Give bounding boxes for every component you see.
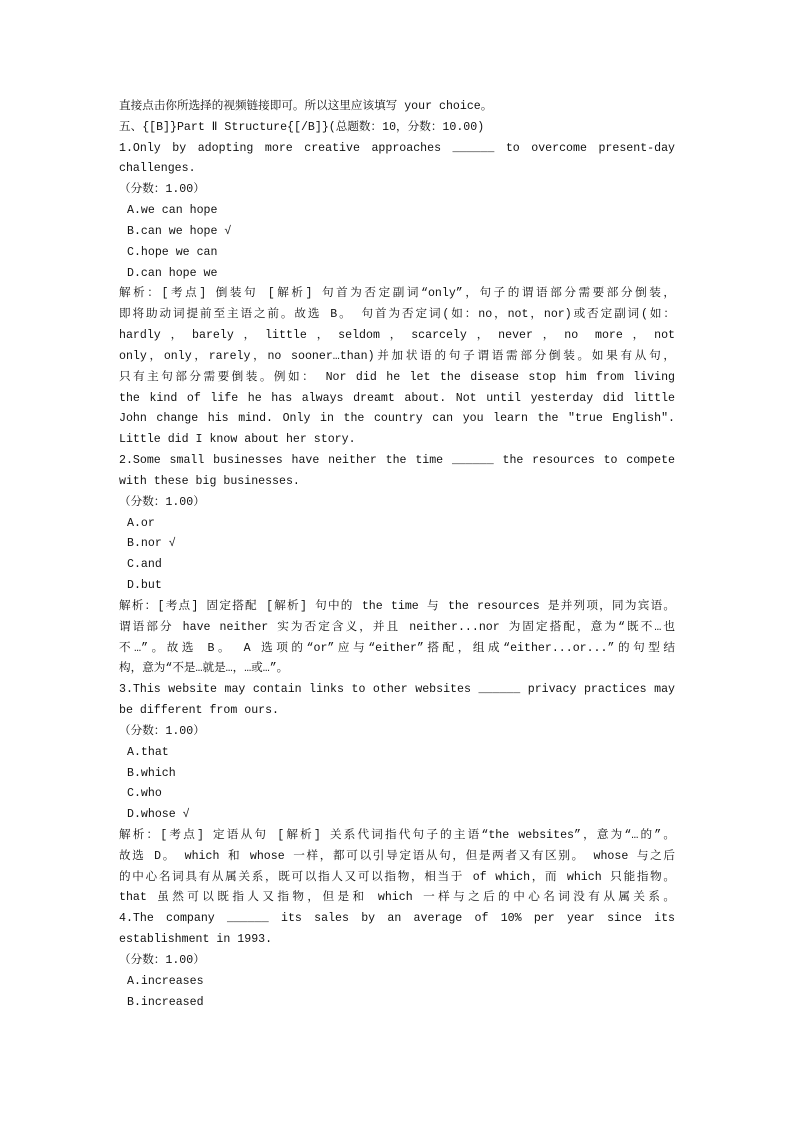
analysis-line: 即将助动词提前至主语之前。故选 B。 句首为否定词(如：no，not，nor)或否定副词(如： (119, 308, 675, 322)
option-b: B.nor √ (127, 537, 176, 551)
question-4 (119, 909, 675, 1013)
option-d: D.can hope we (127, 266, 218, 280)
option-c: C.hope we can (127, 245, 218, 259)
option-c: C.and (127, 558, 162, 572)
question-stem-line: with these big businesses. (119, 474, 300, 488)
option-d: D.but (127, 579, 162, 593)
analysis-line: 的中心名词具有从属关系，既可以指人又可以指物，相当于 of which，而 which 只能指物。 (119, 870, 675, 884)
question-2 (119, 451, 675, 680)
option-c: C.who (127, 787, 162, 801)
analysis-line: 构，意为“不是…就是…，…或…”。 (119, 662, 289, 676)
analysis-line: 解析：[考点] 定语从句 [解析] 关系代词指代句子的主语“the websites”，意为“…的”。 (119, 828, 675, 842)
analysis-line: the kind of life he has always dreamt about. Not until yesterday did little (119, 391, 675, 405)
analysis-line: 不…”。故选 B。 A 选项的“or”应与“either”搭配，组成“either...or...”的句型结 (119, 641, 675, 655)
option-b: B.which (127, 766, 176, 780)
analysis-block (119, 826, 675, 909)
option-a: A.we can hope (127, 204, 218, 218)
analysis-block (119, 284, 675, 451)
analysis-line: hardly，barely，little，seldom，scarcely，never，no more，not (119, 329, 675, 343)
question-3 (119, 680, 675, 909)
option-d: D.whose √ (127, 808, 190, 822)
question-stem-line: 3.This website may contain links to other websites ______ privacy practices may (119, 683, 675, 697)
question-stem-line: be different from ours. (119, 704, 280, 718)
question-stem-line: 1.Only by adopting more creative approaches ______ to overcome present-day (119, 141, 675, 155)
option-b: B.can we hope √ (127, 224, 232, 238)
analysis-line: only，only，rarely，no sooner…than)并加状语的句子谓语需部分倒装。如果有从句， (119, 349, 675, 363)
option-a: A.that (127, 745, 169, 759)
question-stem-line: 4.The company ______ its sales by an average of 10% per year since its (119, 912, 675, 926)
option-list (119, 514, 675, 597)
question-1 (119, 139, 675, 451)
document-page (119, 97, 675, 1013)
option-b: B.increased (127, 995, 204, 1009)
analysis-line: 解析：[考点] 倒装句 [解析] 句首为否定副词“only”，句子的谓语部分需要部分倒装， (119, 287, 675, 301)
analysis-line: that 虽然可以既指人又指物，但是和 which 一样与之后的中心名词没有从属关系。 (119, 891, 675, 905)
section-heading: 五、{[B]}Part Ⅱ Structure{[/B]}(总题数：10，分数：10.00) (119, 120, 485, 134)
analysis-line: 解析：[考点] 固定搭配 [解析] 句中的 the time 与 the resources 是并列项，同为宾语。 (119, 599, 675, 613)
analysis-line: John change his mind. Only in the country can you learn the ″true English″. (119, 412, 675, 426)
question-stem-line: 2.Some small businesses have neither the time ______ the resources to compete (119, 454, 675, 468)
analysis-line: 只有主句部分需要倒装。例如： Nor did he let the disease stop him from living (119, 370, 675, 384)
option-list (119, 201, 675, 284)
question-score: （分数：1.00） (119, 495, 205, 509)
question-stem-line: challenges. (119, 162, 196, 176)
option-list (119, 972, 675, 1014)
intro-line: 直接点击你所选择的视频链接即可。所以这里应该填写 your choice。 (119, 100, 493, 113)
analysis-line: 谓语部分 have neither 实为否定含义，并且 neither...nor 为固定搭配，意为“既不…也 (119, 620, 675, 634)
option-list (119, 743, 675, 826)
analysis-block (119, 597, 675, 680)
question-stem-line: establishment in 1993. (119, 933, 273, 947)
question-score: （分数：1.00） (119, 953, 205, 967)
option-a: A.or (127, 516, 155, 530)
option-a: A.increases (127, 974, 204, 988)
analysis-line: 故选 D。 which 和 whose 一样，都可以引导定语从句，但是两者又有区别。 whose 与之后 (119, 849, 675, 863)
question-score: （分数：1.00） (119, 724, 205, 738)
question-score: （分数：1.00） (119, 183, 205, 197)
analysis-line: Little did I know about her story. (119, 433, 356, 447)
